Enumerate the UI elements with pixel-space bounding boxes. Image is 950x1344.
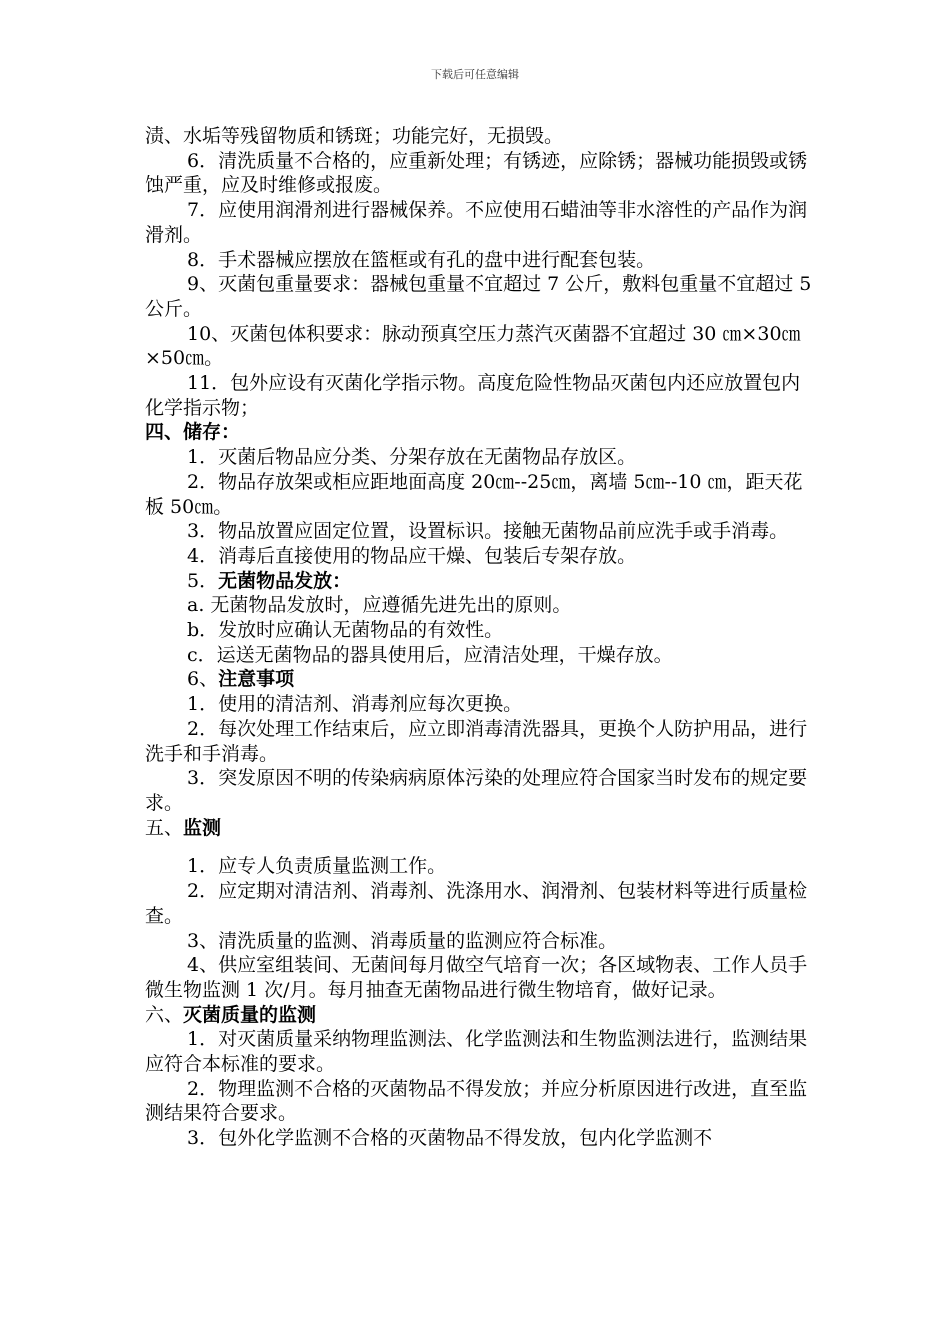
paragraph: a. 无菌物品发放时，应遵循先进先出的原则。 xyxy=(187,594,572,617)
heading-title: 灭菌质量的监测 xyxy=(183,1003,317,1026)
paragraph: 8．手术器械应摆放在篮框或有孔的盘中进行配套包装。 xyxy=(187,248,656,271)
paragraph: 3．物品放置应固定位置，设置标识。接触无菌物品前应洗手或手消毒。 xyxy=(187,520,789,543)
heading-title: 监测 xyxy=(183,816,222,839)
paragraph: 10、灭菌包体积要求：脉动预真空压力蒸汽灭菌器不宜超过 30 ㎝×30㎝×50㎝。 xyxy=(145,322,801,370)
paragraph: 9、灭菌包重量要求：器械包重量不宜超过 7 公斤，敷料包重量不宜超过 5 公斤。 xyxy=(145,273,812,320)
document-body xyxy=(145,124,815,1151)
paragraph: 11．包外应设有灭菌化学指示物。高度危险性物品灭菌包内还应放置包内化学指示物； xyxy=(145,372,801,419)
subheading-number: 6、 xyxy=(187,668,219,691)
paragraph: b．发放时应确认无菌物品的有效性。 xyxy=(187,619,504,642)
paragraph: 2．物品存放架或柜应距地面高度 20㎝--25㎝，离墙 5㎝--10 ㎝，距天花板 50㎝。 xyxy=(145,470,803,518)
paragraph: 3、清洗质量的监测、消毒质量的监测应符合标准。 xyxy=(187,929,618,952)
paragraph: 4、供应室组装间、无菌间每月做空气培育一次；各区域物表、工作人员手微生物监测 1 次/月。每月抽查无菌物品进行微生物培育，做好记录。 xyxy=(145,954,808,1001)
paragraph: 6．清洗质量不合格的，应重新处理；有锈迹，应除锈；器械功能损毁或锈蚀严重，应及时维修或报废。 xyxy=(145,149,808,197)
paragraph: 1．对灭菌质量采纳物理监测法、化学监测法和生物监测法进行，监测结果应符合本标准的要求。 xyxy=(145,1028,808,1076)
paragraph: 1．使用的清洁剂、消毒剂应每次更换。 xyxy=(187,693,523,716)
heading-number: 五、 xyxy=(145,816,184,839)
page-header: 下载后可任意编辑 xyxy=(431,68,519,81)
paragraph: 4．消毒后直接使用的物品应干燥、包装后专架存放。 xyxy=(187,544,637,567)
section-heading-sterilization-monitoring xyxy=(145,1003,815,1028)
subheading-title: 无菌物品发放： xyxy=(218,569,352,592)
paragraph: 3．突发原因不明的传染病病原体污染的处理应符合国家当时发布的规定要求。 xyxy=(145,767,808,814)
heading-number: 六、 xyxy=(145,1003,184,1026)
spacer xyxy=(145,840,815,854)
paragraph: 3．包外化学监测不合格的灭菌物品不得发放，包内化学监测不 xyxy=(187,1127,713,1150)
paragraph: c．运送无菌物品的器具使用后，应清洁处理，干燥存放。 xyxy=(187,643,673,666)
subheading-number: 5． xyxy=(187,569,219,592)
paragraph: 2．每次处理工作结束后，应立即消毒清洗器具，更换个人防护用品，进行洗手和手消毒。 xyxy=(145,717,808,765)
paragraph: 渍、水垢等残留物质和锈斑；功能完好，无损毁。 xyxy=(145,125,564,147)
subheading-title: 注意事项 xyxy=(218,668,295,691)
subheading-notes xyxy=(145,667,815,692)
section-heading-storage: 四、储存： xyxy=(145,421,241,444)
paragraph: 2．应定期对清洁剂、消毒剂、洗涤用水、润滑剂、包装材料等进行质量检查。 xyxy=(145,880,808,927)
subheading-distribution xyxy=(145,569,815,594)
paragraph: 7．应使用润滑剂进行器械保养。不应使用石蜡油等非水溶性的产品作为润滑剂。 xyxy=(145,199,808,246)
section-heading-monitoring xyxy=(145,816,815,841)
paragraph: 1．应专人负责质量监测工作。 xyxy=(187,855,447,878)
paragraph: 2．物理监测不合格的灭菌物品不得发放；并应分析原因进行改进，直至监测结果符合要求。 xyxy=(145,1077,808,1125)
paragraph: 1．灭菌后物品应分类、分架存放在无菌物品存放区。 xyxy=(187,446,637,469)
